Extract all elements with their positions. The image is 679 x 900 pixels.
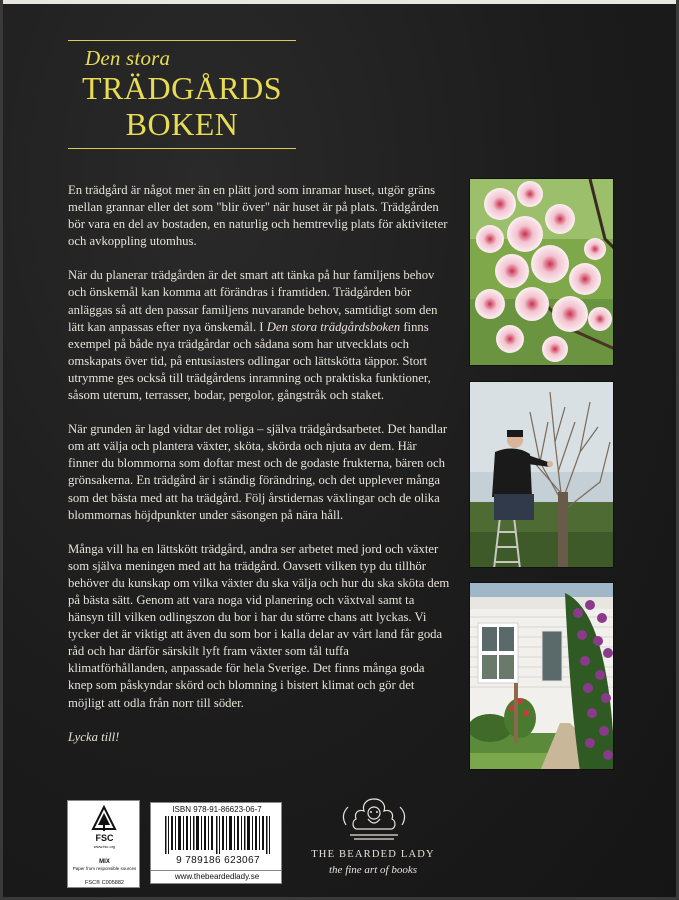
- book-title-italic: Den stora trädgårdsboken: [266, 319, 401, 334]
- fsc-mix: MIX: [99, 859, 110, 865]
- website-box: [150, 870, 282, 884]
- isbn-box: [150, 802, 282, 879]
- paragraph-1: En trädgård är något mer än en plätt jord som inramar huset, utgör gräns mellan grannar eller det som "blir över" när huset är på plats. Trädgården bör vara en del av bostaden, en naturlig och hemtrevlig plats för aktiviteter och avkoppling utomhus.: [68, 183, 448, 249]
- isbn-label: ISBN 978-91-86623-06-7: [172, 805, 262, 814]
- closing-line: Lycka till!: [68, 729, 120, 744]
- website-url: www.thebeardedlady.se: [174, 872, 260, 881]
- fsc-code: FSC® C005882: [85, 880, 124, 886]
- blossom-photo: [469, 178, 614, 366]
- paragraph-4: Många vill ha en lättskött trädgård, andra ser arbetet med jord och växter som själva meningen med att ha trädgård. Oavsett vilken typ du tillhör behöver du kunskap om vilka växter du ska välja och hur du ska sköta dem på bästa sätt. Genom att vara noga vid planering och växtval samt ta hänsyn till vilken odlingszon du bor i har du större chans att lyckas. Vi tycker det är viktigt att även du som bor i kalla delar av vårt land får goda råd och har därför särskilt lyft fram växter som tål tuffa klimatförhållanden, anpassade för hela Sverige. Det finns många goda knep som påskyndar skörd och blomning i bistert klimat och gör det möjligt att odla från norr till söder.: [68, 541, 450, 710]
- publisher-tagline: the fine art of books: [329, 864, 417, 876]
- paragraph-2-start: När du planerar trädgården är det smart att tänka på hur familjens behov och önskemål kan komma att förändras i framtiden. Trädgården bör anläggas så att den passar familjens nuvarande behov, samtidigt som den lätt kan anpassas efter nya önskemål. I: [68, 268, 438, 334]
- publisher-name: THE BEARDED LADY: [311, 849, 435, 860]
- title-line-1: Den stora: [85, 46, 171, 70]
- barcode: [165, 816, 271, 854]
- fsc-brand: FSC: [95, 833, 114, 843]
- left-edge: [0, 0, 3, 900]
- body-text: [68, 182, 450, 763]
- fsc-tree-icon: [89, 805, 119, 833]
- isbn-number: 9 789186 623067: [176, 855, 260, 866]
- fsc-url: www.fsc.org: [93, 844, 116, 849]
- fsc-label: [67, 800, 140, 888]
- title-line-2: TRÄDGÅRDS: [81, 70, 283, 106]
- title-rule-top: [68, 40, 296, 41]
- title-line-3: BOKEN: [125, 106, 239, 142]
- fsc-paper: Paper from responsible sources: [72, 866, 137, 871]
- top-edge: [0, 0, 679, 4]
- title-block: [68, 40, 296, 150]
- paragraph-2: [68, 267, 450, 404]
- bearded-lady-logo-icon: [336, 795, 412, 847]
- paragraph-3: När grunden är lagd vidtar det roliga – själva trädgårdsarbetet. Det handlar om att välja och plantera växter, sköta, skörda och njuta av dem. Här finner du blommorna som doftar mest och de godaste frukterna, bären och grönsakerna. En trädgård är i ständig förändring, och det upplever många som det bästa med att ha trädgård. Följ årstidernas växlingar och de olika blommornas höjdpunkter under säsongen på nära håll.: [68, 422, 448, 522]
- paragraph-2-end: finns exempel på både nya trädgårdar och sådana som har utvecklats och omskapats över tid, på entusiasters odlingar och lättskötta täppor. Stort utrymme ges också till trädgårdens inramning och praktiska funktioner, såsom uterum, terrasser, bodar, pergolor, gångstråk och staket.: [68, 319, 431, 403]
- house-photo: [469, 582, 614, 770]
- title-rule-bottom: [68, 148, 296, 149]
- pruning-photo: [469, 381, 614, 568]
